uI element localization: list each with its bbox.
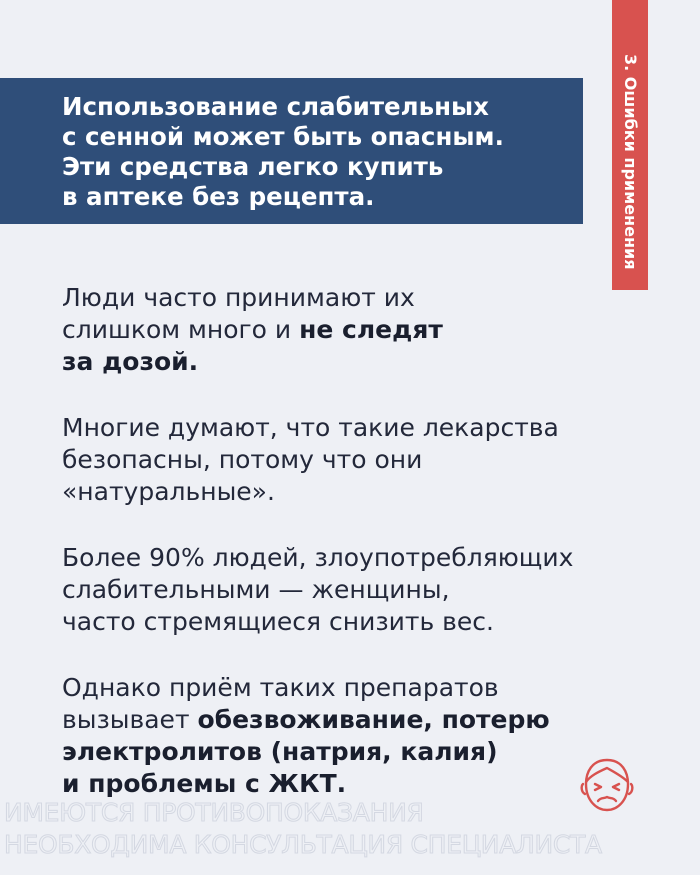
paragraph-text: Люди часто принимают их слишком много и: [62, 283, 415, 344]
paragraph-emphasis: не следят за дозой.: [62, 315, 443, 376]
disclaimer-line-2: НЕОБХОДИМА КОНСУЛЬТАЦИЯ СПЕЦИАЛИСТА: [4, 830, 602, 859]
section-tab-label: 3. Ошибки применения: [621, 54, 640, 270]
banner-text: Использование слабительных с сенной может быть опасным. Эти средства легко купить в аптеке без рецепта.: [62, 92, 504, 211]
paragraph-dose: [62, 282, 672, 378]
paragraph-natural: [62, 412, 672, 508]
paragraph-text: Однако приём таких препаратов вызывает: [62, 673, 499, 734]
disclaimer-line-1: ИМЕЮТСЯ ПРОТИВОПОКАЗАНИЯ: [4, 798, 424, 827]
paragraph-text: Многие думают, что такие лекарства безопасны, потому что они «натуральные».: [62, 413, 559, 506]
disclaimer: [0, 797, 700, 861]
section-tab: [612, 0, 648, 290]
paragraph-text: Более 90% людей, злоупотребляющих слабительными — женщины, часто стремящиеся снизить вес.: [62, 543, 574, 636]
paragraph-emphasis: обезвоживание, потерю электролитов (натрия, калия) и проблемы с ЖКТ.: [62, 705, 550, 798]
paragraph-statistics: [62, 542, 672, 638]
header-banner: [0, 78, 583, 224]
content-body: [62, 282, 672, 834]
